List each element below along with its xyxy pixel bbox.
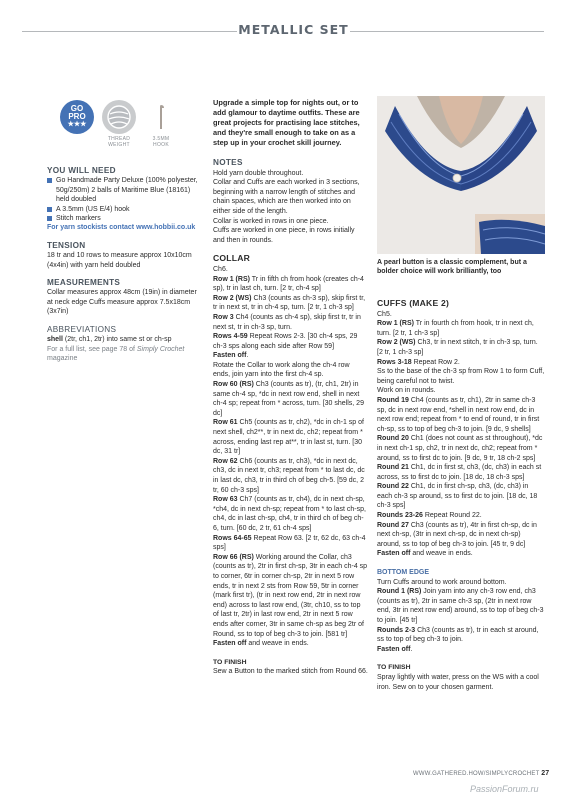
hook-size-caption: 3.5MM HOOK [152, 136, 170, 148]
collar-column [213, 98, 368, 677]
instruction-row: Rounds 23-26 Repeat Round 22. [377, 512, 482, 520]
full-list-note: For a full list, see page 78 of Simply Crochet magazine [47, 345, 185, 362]
intro-text: Upgrade a simple top for nights out, or to add glamour to daytime outfits. These are great projects for practising lace stitches, and they're small enough to take on as a step up in your crochet skill journey. [213, 98, 360, 147]
instruction-row: Fasten off. [377, 645, 413, 653]
instruction-row: Row 1 (RS) Tr in fifth ch from hook (creates ch-4 sp), tr in last ch, turn. [2 tr, ch-4 sp] [213, 275, 364, 293]
collar-instructions [213, 265, 368, 649]
instruction-row: Rows 64-65 Repeat Row 63. [2 tr, 62 dc, 63 ch-4 sps] [213, 534, 366, 552]
instruction-row: Row 60 (RS) Ch3 (counts as tr), (tr, ch1, 2tr) in same ch-4 sp, *dc in next row end, shell in next ch-4 sp; repeat from * across, turn. [30 shells, 29 dc] [213, 381, 364, 417]
notes-heading: NOTES [213, 158, 243, 167]
photo-caption: A pearl button is a classic complement, but a bolder choice will work brilliantly, too [377, 259, 527, 276]
go-pro-badge [60, 100, 94, 148]
thread-weight-caption: THREAD WEIGHT [107, 136, 131, 148]
instruction-row: Rows 4-59 Repeat Rows 2-3. [30 ch-4 sps, 29 ch-3 sps along each side after Row 59] [213, 333, 358, 350]
go-pro-label-2: PRO [68, 112, 86, 121]
note-line: Hold yarn double throughout. [213, 169, 304, 177]
instruction-row: Round 21 Ch1, dc in first st, ch3, (dc, ch3) in each st across, ss to first dc to join. [18 dc, 18 ch-3 sps] [377, 464, 542, 481]
instruction-row: Round 20 Ch1 (does not count as st throughout), *dc in next ch-1 sp, ch2, tr in next dc, ch2; repeat from * around, ss to first dc to join. [9 dc, 9 tr, 18 ch-2 sps] [377, 435, 543, 462]
instruction-row: Row 61 Ch5 (counts as tr, ch2), *dc in ch-1 sp of next shell, ch2**, tr in next dc, ch2; repeat from * across, ending last rep at**, tr in last st, turn. [30 dc, 31 tr] [213, 419, 364, 456]
note-line: Cuffs are worked in one piece, in rows initially and then in rounds. [213, 227, 355, 244]
list-item: Go Handmade Party Deluxe (100% polyester, 50g/250m) 2 balls of Maritime Blue (18161) held doubled [47, 176, 199, 204]
instruction-row: Turn Cuffs around to work around bottom. [377, 578, 507, 586]
abbreviations-heading: ABBREVIATIONS [47, 324, 117, 334]
instruction-row: Work on in rounds. [377, 387, 436, 395]
instruction-row: Row 3 Ch4 (counts as ch-4 sp), skip first tr, tr in next st, tr in ch-3 sp, turn. [213, 313, 361, 331]
cuffs-finish-heading: TO FINISH [377, 664, 411, 672]
collar-heading: COLLAR [213, 253, 251, 264]
footer-url[interactable]: WWW.GATHERED.HOW/SIMPLYCROCHET [413, 771, 540, 777]
crochet-hook-icon [144, 100, 178, 134]
collar-finish-heading: TO FINISH [213, 658, 247, 666]
instruction-row: Row 2 (WS) Ch3, tr in next stitch, tr in ch-3 sp, turn. [2 tr, 1 ch-3 sp] [377, 339, 538, 356]
notes-body [213, 169, 368, 246]
instruction-row: Rotate the Collar to work along the ch-4 row ends, join yarn into the first ch-4 sp. [213, 361, 350, 379]
go-pro-icon [60, 100, 94, 134]
note-line: Collar is worked in rows in one piece. [213, 217, 329, 225]
page-number: 27 [541, 770, 550, 777]
instruction-row: Rows 3-18 Repeat Row 2. [377, 358, 460, 366]
instruction-row: Fasten off and weave in ends. [377, 550, 473, 558]
skill-badges [60, 100, 199, 148]
instruction-row: Ch6. [213, 265, 228, 273]
sidebar-column [47, 100, 199, 363]
header-rule-left [22, 31, 237, 32]
instruction-row: Row 62 Ch6 (counts as tr, ch3), *dc in next dc, ch3, dc in next tr, ch3; repeat from * to last dc, dc in last dc, ch3, tr in third ch of beg ch-5. [59 dc, 2 tr, 60 ch-3 sps] [213, 457, 365, 494]
cuffs-instructions [377, 310, 545, 559]
bottom-edge-heading: BOTTOM EDGE [377, 569, 429, 577]
hook-size-badge [144, 100, 178, 148]
watermark: PassionForum.ru [470, 784, 539, 794]
instruction-row: Row 2 (WS) Ch3 (counts as ch-3 sp), skip first tr, tr in next st, tr in ch-4 sp, turn. [2 tr, 1 ch-3 sp] [213, 294, 366, 312]
header-rule-right [350, 31, 544, 32]
list-item: Stitch markers [47, 214, 199, 223]
materials-list [47, 176, 199, 223]
cuffs-finish-text: Spray lightly with water, press on the WS with a cool iron. Sew on to your chosen garment. [377, 673, 539, 691]
tension-heading: TENSION [47, 240, 86, 250]
instruction-row: Fasten off. [213, 352, 249, 360]
cuffs-heading: CUFFS (MAKE 2) [377, 298, 450, 308]
instruction-row: Ch5. [377, 310, 392, 318]
instruction-row: Round 27 Ch3 (counts as tr), 4tr in first ch-sp, dc in next ch-sp, (3tr in next ch-sp, dc in next ch-sp) around, ss to top of beg ch-3 to join. [45 tr, 9 dc] [377, 521, 537, 548]
abbreviation-shell: shell (2tr, ch1, 2tr) into same st or ch-sp [47, 336, 172, 344]
instruction-row: Round 22 Ch1, dc in first ch-sp, ch3, (dc, ch3) in each ch-3 sp around, ss to first dc to join. [18 dc, 18 ch-3 sps] [377, 483, 538, 510]
thread-weight-badge [102, 100, 136, 148]
instruction-row: Rounds 2-3 Ch3 (counts as tr), tr in each st around, ss to top of beg ch-3 to join. [377, 626, 539, 644]
instruction-row: Round 19 Ch4 (counts as tr, ch1), 2tr in same ch-3 sp, dc in next row end, *shell in next row end, dc in next row end; repeat from * to end of round, tr in first ch-sp, ss to top of beg ch-3 to join. [9 dc, 9 shells] [377, 396, 540, 433]
go-pro-label-1: GO [70, 104, 84, 113]
yarn-ball-icon [102, 100, 136, 134]
page-header [0, 16, 566, 46]
instruction-row: Fasten off and weave in ends. [213, 640, 309, 648]
instruction-row: Row 1 (RS) Tr in fourth ch from hook, tr in next ch, turn. [2 tr, 1 ch-3 sp] [377, 320, 534, 337]
difficulty-stars: ★★★ [67, 121, 87, 128]
section-title: METALLIC SET [238, 22, 349, 37]
tension-text: 18 tr and 10 rows to measure approx 10x10cm (4x4in) with yarn held doubled [47, 252, 192, 269]
collar-finish-text: Sew a Button to the marked stitch from Round 66. [213, 668, 368, 676]
measurements-text: Collar measures approx 48cm (19in) in diameter at neck edge Cuffs measure approx 7.5x18cm (3x7in) [47, 289, 197, 316]
stockists-link[interactable]: For yarn stockists contact www.hobbii.co.uk [47, 224, 196, 232]
measurements-heading: MEASUREMENTS [47, 278, 121, 288]
note-line: Collar and Cuffs are each worked in 3 sections, beginning with a narrow length of stitches and chain spaces, which are then worked into on either side of the length. [213, 179, 360, 215]
collar-photo [377, 96, 545, 254]
list-item: A 3.5mm (US E/4) hook [47, 205, 199, 214]
page-footer [413, 770, 549, 777]
instruction-row: Row 66 (RS) Working around the Collar, ch3 (counts as tr), 2tr in first ch-sp, 3tr in each ch-4 sp to corner, 6tr in corner ch-sp, 2tr in next 5 row ends, tr in next 2 sts from Row 59, 5tr in corner (mark first tr), (tr in next row end, 2tr in next row end) across to last row end, (3tr, ch10, ss to top of last tr, 2tr) in last row end, 2tr in next 5 row ends after corner, 3tr in same ch-sp as beg 2tr of Round, ss to top of beg ch-3 to join. [581 tr] [213, 553, 368, 638]
cuffs-column [377, 299, 545, 692]
instruction-row: Row 63 Ch7 (counts as tr, ch4), dc in next ch-sp, *ch4, dc in next ch-sp; repeat from * to last ch-sp, ch4, dc in last ch-sp, ch4, tr in third ch of beg ch-6, turn. [60 dc, 2 tr, 61 ch-4 sps] [213, 496, 366, 532]
bottom-edge-instructions [377, 578, 545, 655]
instruction-row: Ss to the base of the ch-3 sp from Row 1 to form Cuff, being careful not to twist. [377, 368, 545, 385]
you-will-need-heading: YOU WILL NEED [47, 166, 116, 175]
instruction-row: Round 1 (RS) Join yarn into any ch-3 row end, ch3 (counts as tr), 2tr in same ch-3 sp, (2tr in next row end, 3tr in next row end) around, ss to top of beg ch-3 to join. [45 tr] [377, 588, 544, 624]
